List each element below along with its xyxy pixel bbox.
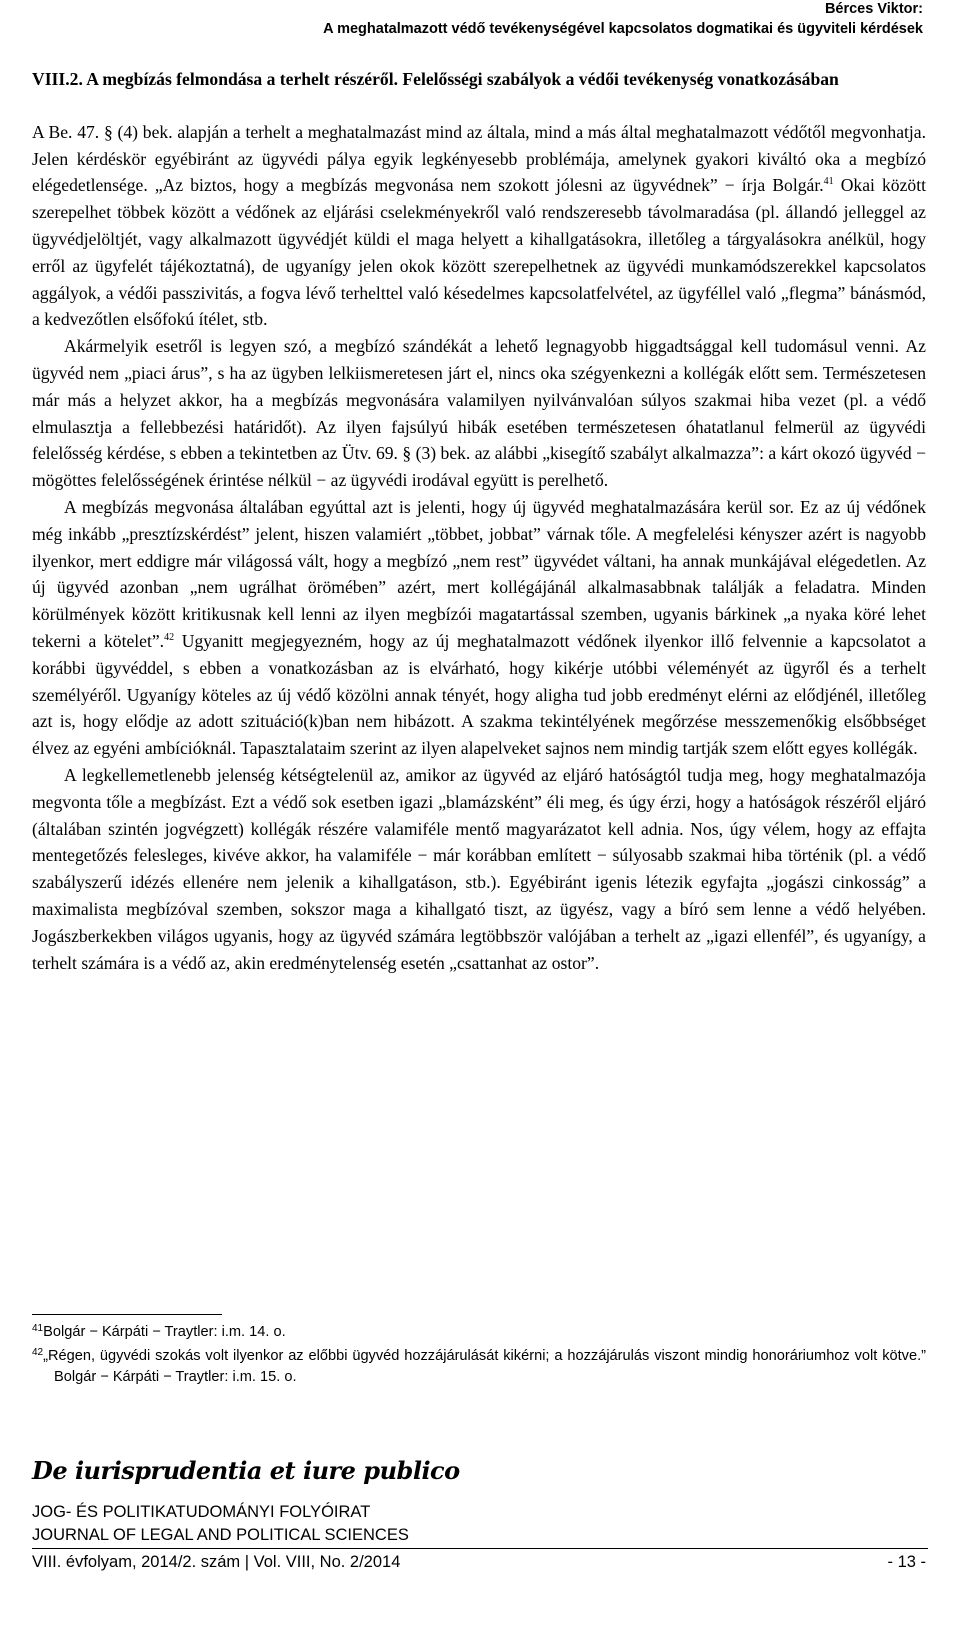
paragraph-1-part-b: Okai között szerepelhet többek között a védőnek az eljárási cselekményekről való rendszeresebb távolmaradása (pl. állandó jelleggel az ügyvédjelöltjét, vagy alkalmazott ügyvédjét küldi el maga helyett a kihallgatásokra, illetőleg a tárgyalásokra anélkül, hogy erről az ügyfelét tájékoztatná), de ugyanígy jelen okok között szerepelhetnek az ügyvédi munkamódszerekkel kapcsolatos aggályok, a védői passzivitás, a fogva lévő terhelttel való késedelmes kapcsolatfelvétel, az ügyféllel való „flegma” bánásmód, a kedvezőtlen elsőfokú ítélet, stb.	[32, 175, 926, 330]
footnote-ref-41[interactable]: 41	[823, 176, 834, 188]
paragraph-2: Akármelyik esetről is legyen szó, a megbízó szándékát a lehető legnagyobb higgadtsággal kell tudomásul venni. Az ügyvéd nem „piaci árus”, s ha az ügyben lelkiismeretesen járt el, nincs oka szégyenkezni a kollégák előtt sem. Természetesen már más a helyzet akkor, ha a megbízás megvonására valamilyen nyilvánvalóan súlyos szakmai hiba vezet (pl. a védő elmulasztja a fellebbezési határidőt). Az ilyen fajsúlyú hibák esetében természetesen óhatatlanul felmerül az ügyvédi felelősség kérdése, s ebben a tekintetben az Ütv. 69. § (3) bek. az alábbi „kisegítő szabályt alkalmazza”: a kárt okozó ügyvéd − mögöttes felelősségének érintése nélkül − az ügyvédi irodával együtt is perelhető.	[32, 336, 926, 491]
footnote-text: Bolgár − Kárpáti − Traytler: i.m. 14. o.	[43, 1324, 286, 1340]
journal-name-english: JOURNAL OF LEGAL AND POLITICAL SCIENCES	[32, 1526, 409, 1544]
paragraph-1-part-a: A Be. 47. § (4) bek. alapján a terhelt a meghatalmazást mind az általa, mind a más által meghatalmazott védőtől megvonhatja. Jelen kérdéskör egyébiránt az ügyvédi pálya egyik legkényesebb problémája, amelynek gyakori kiváltó oka a megbízó elégedetlensége. „Az biztos, hogy a megbízás megvonása nem szokott jólesni az ügyvédnek” − írja Bolgár.	[32, 121, 926, 196]
paragraph-3-part-a: A megbízás megvonása általában egyúttal azt is jelenti, hogy új ügyvéd meghatalmazására kerül sor. Ez az új védőnek még inkább „presztízskérdést” jelent, hiszen valamiért „többet, jobbat” várnak tőle. A megfelelési kényszer azért is nagyobb ilyenkor, mert eddigre már világossá vált, hogy a megbízó „nem rest” ügyvédet váltani, ha annak munkájával elégedetlen. Az új ügyvéd azonban „nem ugrálhat örömében” azért, mert kollégájánál alkalmasabbnak találják a feladatra. Minden körülmények között kritikusnak kell lenni az ilyen megbízói magatartással szemben, ugyanis bárkinek „a nyaka köré lehet tekerni a kötelet”.	[32, 496, 926, 651]
journal-logo: De iurisprudentia et iure publico	[32, 1456, 460, 1485]
footnote-separator	[32, 1314, 222, 1315]
paragraph-3-part-b: Ugyanitt megjegyezném, hogy az új meghatalmazott védőnek ilyenkor illő felvennie a kapcsolatot a korábbi ügyvéddel, s ebben a vonatkozásban az is elvárható, hogy kikérje utóbbi véleményét az ügyről és a terhelt személyéről. Ugyanígy köteles az új védő közölni annak tényét, hogy aligha tud jobb eredményt elérni az elődjénél, illetőleg azt is, hogy elődje az adott szituáció(k)ban nem hibázott. A szakma tekintélyének megőrzése messzemenőkig elsőbbséget élvez az egyéni ambícióknál. Tapasztalataim szerint az ilyen alapelveket sajnos nem mindig tartják szem előtt egyes kollégák.	[32, 630, 926, 759]
section-heading: VIII.2. A megbízás felmondása a terhelt részéről. Felelősségi szabályok a védői tevékenység vonatkozásában	[32, 69, 839, 89]
running-header-author: Bérces Viktor:	[824, 1, 923, 17]
paragraph-4: A legkellemetlenebb jelenség kétségtelenül az, amikor az ügyvéd az eljáró hatóságtól tudja meg, hogy meghatalmazója megvonta tőle a megbízást. Ezt a védő sok esetben igazi „blamázsként” éli meg, és úgy érzi, hogy a hatóságok részéről eljáró (általában szintén jogvégzett) kollégák részére valamiféle mentő magyarázatot kell adnia. Nos, úgy vélem, hogy az effajta mentegetőzés felesleges, kivéve akkor, ha valamiféle − már korábban említett − súlyosabb szakmai hiba történik (pl. a védő szabályszerű idézés ellenére nem jelenik a kihallgatáson, stb.). Egyébiránt igenis létezik egyfajta „jogászi cinkosság” a maximalista megbízóval szemben, sokszor maga a kihallgató tiszt, az ügyész, vagy a bíró sem lenne a védő helyében. Jogászberkekben világos ugyanis, hogy az ügyvéd számára legtöbbször valójában a terhelt az „igazi ellenfél”, és ugyanígy, a terhelt számára is a védő az, akin eredménytelenség esetén „csattanhat az ostor”.	[32, 764, 926, 973]
footnote-number: 42	[32, 1347, 44, 1358]
journal-name-hungarian: JOG- ÉS POLITIKATUDOMÁNYI FOLYÓIRAT	[32, 1503, 371, 1521]
paragraph-1	[32, 119, 926, 333]
page-number: - 13 -	[887, 1553, 926, 1571]
running-header-title: A meghatalmazott védő tevékenységével kapcsolatos dogmatikai és ügyviteli kérdések	[323, 21, 923, 37]
footnote-text: „Régen, ügyvédi szokás volt ilyenkor az előbbi ügyvéd hozzájárulását kikérni; a hozzájárulás viszont mindig honoráriumhoz volt kötve.” Bolgár − Kárpáti − Traytler: i.m. 15. o.	[43, 1348, 926, 1385]
footnote-42	[32, 1346, 926, 1388]
issue-info: VIII. évfolyam, 2014/2. szám | Vol. VIII, No. 2/2014	[32, 1553, 401, 1571]
footnote-number: 41	[32, 1323, 44, 1334]
paragraph-3	[32, 494, 926, 762]
footnote-41	[32, 1322, 926, 1343]
footnotes	[32, 1322, 926, 1388]
footnote-ref-42[interactable]: 42	[164, 631, 175, 643]
article-body	[32, 66, 926, 976]
